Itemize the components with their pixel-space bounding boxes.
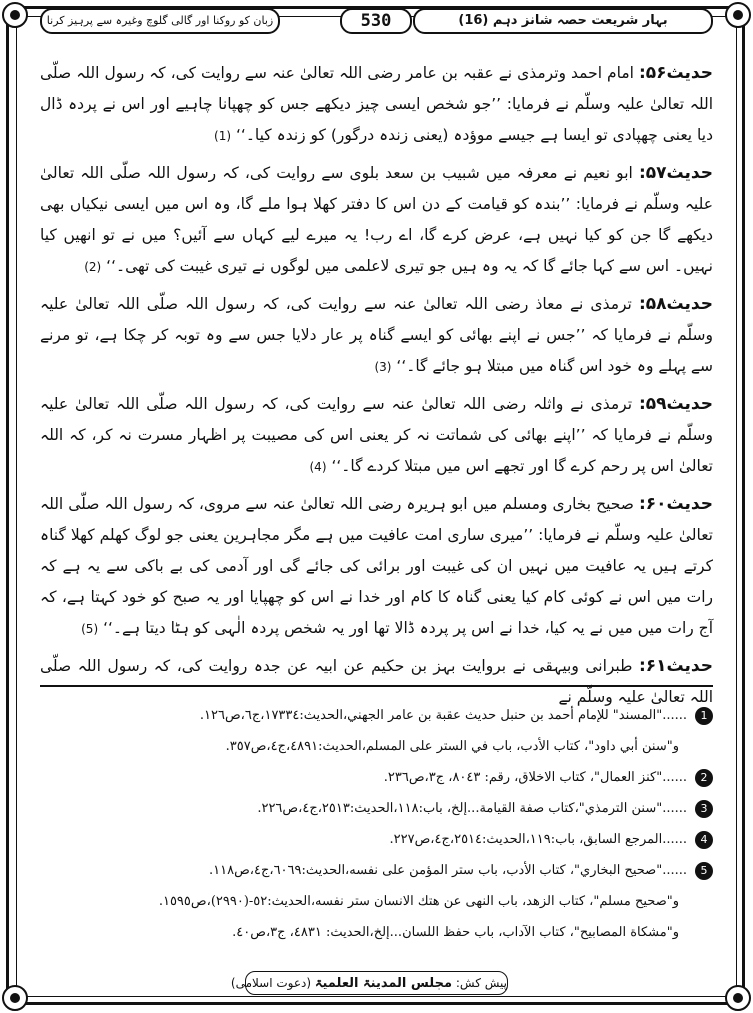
footnote-ref: (2) (84, 260, 102, 274)
footnote-continuation (40, 917, 713, 948)
main-text (40, 58, 713, 719)
footnote-text: و"مشكاة المصابيح"، كتاب الآداب، باب حفظ اللسان...إلخ،الحديث: ٤٨٣١، ج٣،ص٤٠. (232, 925, 679, 940)
hadith-text: ابو نعیم نے معرفہ میں شبیب بن سعد بلوی سے روایت کی، کہ رسول اللہ صلّی اللہ تعالیٰ علیہ وسلّم نے فرمایا: ’’بندہ کو قیامت کے دن اس کا دفتر کھلا ہوا ملے گا، وہ اس میں ایسی نیکیاں بھی دیکھے گا جن کو کیا نہیں ہے، عرض کرے گا، اے رب! یہ میرے لیے کہاں سے آئیں؟ میں نے تو انھیں کیا نہیں۔ اس سے کہا جائے گا کہ یہ وہ ہیں جو تیری لاعلمی میں لوگوں نے تیری غیبت کی تھی۔‘‘ (40, 164, 713, 275)
book-title: بہار شریعت حصہ شانز دہم (16) (413, 8, 713, 34)
footnote (40, 700, 713, 731)
publisher-name: مجلس المدینۃ العلمیۃ (314, 976, 453, 991)
page-header (40, 8, 713, 36)
hadith-text: امام احمد وترمذی نے عقبہ بن عامر رضی اللہ تعالیٰ عنہ سے روایت کی، کہ رسول اللہ صلّی اللہ تعالیٰ علیہ وسلّم نے فرمایا: ’’جو شخص ایسی چیز دیکھے جس کو چھپانا چاہیے اور اس نے پردہ ڈال دیا یعنی چھپادی تو ایسا ہے جیسے موؤدہ (یعنی زندہ درگور) کو زندہ کیا۔‘‘ (40, 64, 713, 144)
footnote-text: ......المرجع السابق، باب:١١٩،الحديث:٢٥١٤،ج٤،ص٢٢٧. (389, 832, 687, 847)
footnote-continuation (40, 886, 713, 917)
chapter-title: زبان کو روکنا اور گالی گلوچ وغیرہ سے پرہیز کرنا (40, 8, 280, 34)
hadith-paragraph (40, 58, 713, 152)
footnote-number: 5 (695, 862, 713, 880)
footnote-number: 3 (695, 800, 713, 818)
hadith-label: حدیث۶۰: (638, 494, 713, 514)
page-footer (0, 971, 753, 995)
corner-ornament-icon (725, 2, 751, 28)
hadith-paragraph (40, 389, 713, 483)
hadith-text: ترمذی نے معاذ رضی اللہ تعالیٰ عنہ سے روایت کی، کہ رسول اللہ صلّی اللہ تعالیٰ علیہ وسلّم نے فرمایا کہ ’’جس نے اپنے بھائی کو ایسے گناہ پر عار دلایا جس سے وہ توبہ کر چکا ہے، تو مرنے سے پہلے وہ خود اس گناہ میں مبتلا ہو جائے گا۔‘‘ (40, 295, 713, 375)
footnote-text: ......"سنن الترمذي"،كتاب صفة القيامة...إلخ، باب:١١٨،الحديث:٢٥١٣،ج٤،ص٢٢٦. (257, 801, 687, 816)
footnote-text: ......"صحيح البخاري"، كتاب الأدب، باب ستر المؤمن على نفسه،الحديث:٦٠٦٩،ج٤،ص١١٨. (208, 863, 687, 878)
hadith-text: ترمذی نے واثلہ رضی اللہ تعالیٰ عنہ سے روایت کی، کہ رسول اللہ صلّی اللہ تعالیٰ علیہ وسلّم نے فرمایا کہ ’’اپنے بھائی کی شماتت نہ کر یعنی اس کی مصیبت پر اظہار مسرت نہ کر، کہ اللہ تعالیٰ اس پر رحم کرے گا اور تجھے اس میں مبتلا کردے گا۔‘‘ (40, 395, 713, 475)
publisher-subtitle: (دعوت اسلامی) (230, 976, 312, 990)
footnote-ref: (4) (309, 460, 327, 474)
hadith-paragraph (40, 158, 713, 283)
footnote (40, 793, 713, 824)
footnote-ref: (1) (214, 129, 232, 143)
footnote-text: ......"كنز العمال"، كتاب الاخلاق، رقم: ٨٠٤٣، ج٣،ص٢٣٦. (383, 770, 687, 785)
hadith-label: حدیث۵۷: (638, 163, 713, 183)
hadith-text: طبرانی وبیہقی نے بروایت بہز بن حکیم عن ابیہ عن جدہ روایت کی، کہ رسول اللہ صلّی اللہ تعالیٰ علیہ وسلّم نے (40, 657, 713, 706)
footnote-ref: (5) (81, 622, 99, 636)
hadith-label: حدیث۵۸: (638, 294, 713, 314)
footnote-divider (40, 685, 713, 687)
footnote (40, 824, 713, 855)
footnote-number: 4 (695, 831, 713, 849)
page-number: 530 (340, 8, 412, 34)
footnote-number: 2 (695, 769, 713, 787)
footnote-text: و"صحيح مسلم"، كتاب الزهد، باب النهى عن هتك الانسان ستر نفسه،الحديث:٥٢-(٢٩٩٠)،ص١٥٩٥. (158, 894, 679, 909)
hadith-text: صحیح بخاری ومسلم میں ابو ہریرہ رضی اللہ تعالیٰ عنہ سے مروی، کہ رسول اللہ صلّی اللہ تعالیٰ علیہ وسلّم نے فرمایا: ’’میری ساری امت عافیت میں ہے مگر مجاہرین یعنی جو لوگ کھلم کھلا گناہ کرتے ہیں یہ عافیت میں نہیں ان کی غیبت اور برائی کی جائے گی اور آدمی کی بے باکی سے یہ ہے کہ رات میں اس نے کوئی کام کیا یعنی گناہ کا کام اور خدا نے اس کو چھپایا اور یہ صبح کو خود کہتا ہے، کہ آج رات میں میں نے یہ کیا، خدا نے اس پر پردہ ڈالا تھا اور یہ شخص پردہ الٰہی کو ہٹا دیتا ہے۔‘‘ (40, 495, 713, 637)
footnotes (40, 700, 713, 948)
footnote-number: 1 (695, 707, 713, 725)
publisher-box (230, 971, 508, 995)
footnote-ref: (3) (374, 360, 392, 374)
hadith-label: حدیث۵۹: (638, 394, 713, 414)
footnote-text: ......"المسند" للإمام أحمد بن حنبل حديث عقبة بن عامر الجهني،الحديث:١٧٣٣٤،ج٦،ص١٢٦. (199, 708, 687, 723)
hadith-paragraph (40, 489, 713, 645)
footnote-continuation (40, 731, 713, 762)
presenter-label: پیش کش: (455, 976, 507, 990)
footnote (40, 762, 713, 793)
footnote-text: و"سنن أبي داود"، كتاب الأدب، باب في الستر على المسلم،الحديث:٤٨٩١،ج٤،ص٣٥٧. (225, 739, 679, 754)
hadith-paragraph (40, 289, 713, 383)
hadith-label: حدیث۵۶: (638, 63, 713, 83)
hadith-label: حدیث۶۱: (638, 656, 713, 676)
corner-ornament-icon (2, 2, 28, 28)
footnote (40, 855, 713, 886)
